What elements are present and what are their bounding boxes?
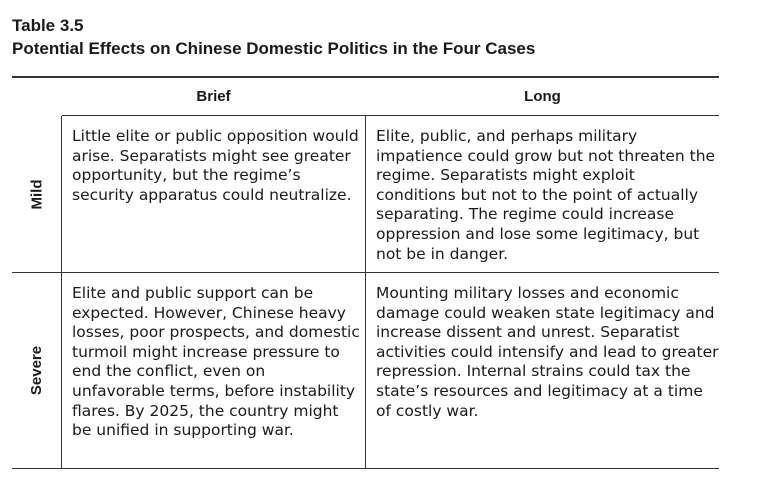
row-header-mild	[12, 116, 62, 272]
header-rule	[62, 115, 719, 116]
table-caption	[12, 14, 535, 60]
row-label-severe: Severe	[28, 345, 46, 396]
column-header-brief: Brief	[196, 88, 231, 105]
cell-severe-brief: Elite and public support can be expected. However, Chinese heavy losses, poor prospects, and domestic turmoil might increase pressure to end the conflict, even on unfavorable terms, before instability flares. By 2025, the country might be unified in supporting war.	[72, 284, 360, 440]
cell-mild-brief: Little elite or public opposition would arise. Separatists might see greater opportunity, but the regime’s security apparatus could neutralize.	[72, 127, 359, 204]
table-title: Potential Effects on Chinese Domestic Politics in the Four Cases	[12, 39, 536, 58]
column-divider	[365, 116, 366, 469]
table-number: Table 3.5	[12, 16, 84, 35]
cell-severe-long: Mounting military losses and economic damage could weaken state legitimacy and increase dissent and unrest. Separatist activities could intensify and lead to greater repression. Internal strains could tax the state’s resources and legitimacy at a time of costly war.	[376, 284, 719, 420]
table-bottom-rule	[12, 468, 719, 469]
row-header-severe	[12, 273, 62, 468]
table-top-rule	[12, 76, 719, 78]
row-rule	[12, 272, 719, 273]
row-label-mild: Mild	[28, 179, 46, 209]
column-header-long: Long	[524, 88, 561, 105]
cell-mild-long: Elite, public, and perhaps military impatience could grow but not threaten the regime. Separatists might exploit conditions but not to the point of actually separating. The regime could increase oppression and lose some legitimacy, but not be in danger.	[376, 127, 716, 263]
